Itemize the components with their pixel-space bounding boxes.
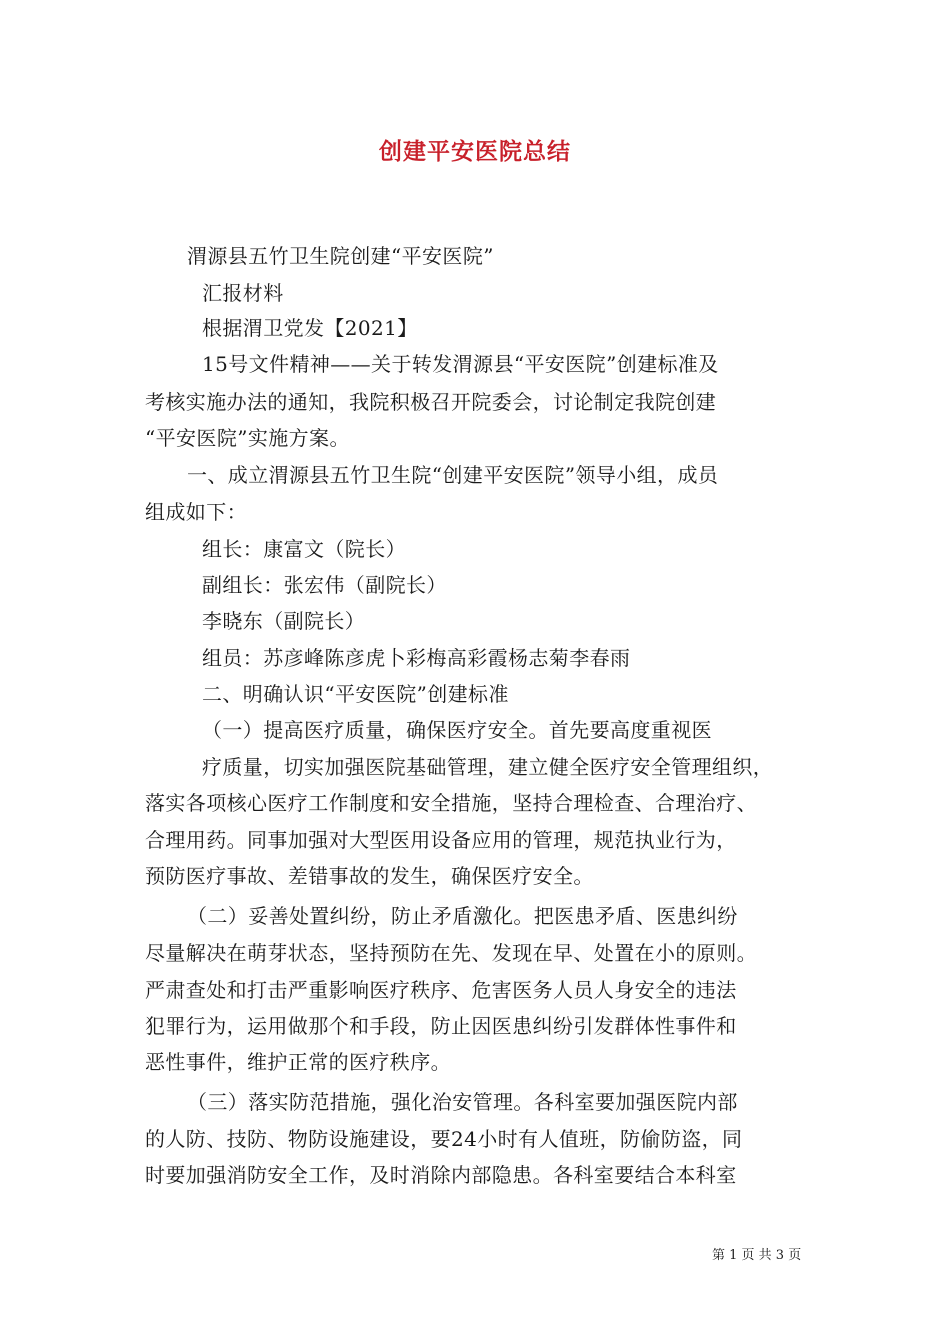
body-line-15: 疗质量，切实加强医院基础管理，建立健全医疗安全管理组织， [202, 755, 774, 779]
body-line-19: （二）妥善处置纠纷，防止矛盾激化。把医患矛盾、医患纠纷 [187, 904, 738, 928]
page-title: 创建平安医院总结 [379, 139, 571, 165]
body-line-3: 根据渭卫党发【2021】 [202, 316, 418, 340]
body-line-10: 副组长：张宏伟（副院长） [202, 573, 447, 597]
body-line-8: 组成如下： [145, 500, 247, 524]
page-number-footer: 第 1 页 共 3 页 [712, 1248, 802, 1263]
body-line-22: 犯罪行为，运用做那个和手段，防止因医患纠纷引发群体性事件和 [145, 1014, 737, 1038]
body-line-25: 的人防、技防、物防设施建设，要24小时有人值班，防偷防盗，同 [145, 1127, 743, 1151]
body-line-6: “平安医院”实施方案。 [145, 426, 350, 450]
body-line-20: 尽量解决在萌芽状态，坚持预防在先、发现在早、处置在小的原则。 [145, 941, 757, 965]
body-line-18: 预防医疗事故、差错事故的发生，确保医疗安全。 [145, 864, 594, 888]
body-line-21: 严肃查处和打击严重影响医疗秩序、危害医务人员人身安全的违法 [145, 978, 737, 1002]
body-line-14: （一）提高医疗质量，确保医疗安全。首先要高度重视医 [202, 718, 712, 742]
body-line-9: 组长：康富文（院长） [202, 537, 406, 561]
body-line-17: 合理用药。同事加强对大型医用设备应用的管理，规范执业行为， [145, 828, 737, 852]
body-line-5: 考核实施办法的通知，我院积极召开院委会，讨论制定我院创建 [145, 390, 717, 414]
body-line-4: 15号文件精神——关于转发渭源县“平安医院”创建标准及 [202, 352, 719, 376]
body-line-11: 李晓东（副院长） [202, 609, 366, 633]
body-line-13: 二、明确认识“平安医院”创建标准 [202, 682, 509, 706]
body-line-24: （三）落实防范措施，强化治安管理。各科室要加强医院内部 [187, 1090, 738, 1114]
body-line-12: 组员：苏彦峰陈彦虎卜彩梅高彩霞杨志菊李春雨 [202, 646, 631, 670]
body-line-2: 汇报材料 [202, 281, 284, 305]
body-line-26: 时要加强消防安全工作，及时消除内部隐患。各科室要结合本科室 [145, 1163, 737, 1187]
body-line-23: 恶性事件，维护正常的医疗秩序。 [145, 1050, 451, 1074]
body-line-1: 渭源县五竹卫生院创建“平安医院” [187, 244, 494, 268]
body-line-7: 一、成立渭源县五竹卫生院“创建平安医院”领导小组，成员 [187, 463, 719, 487]
body-line-16: 落实各项核心医疗工作制度和安全措施，坚持合理检查、合理治疗、 [145, 791, 757, 815]
